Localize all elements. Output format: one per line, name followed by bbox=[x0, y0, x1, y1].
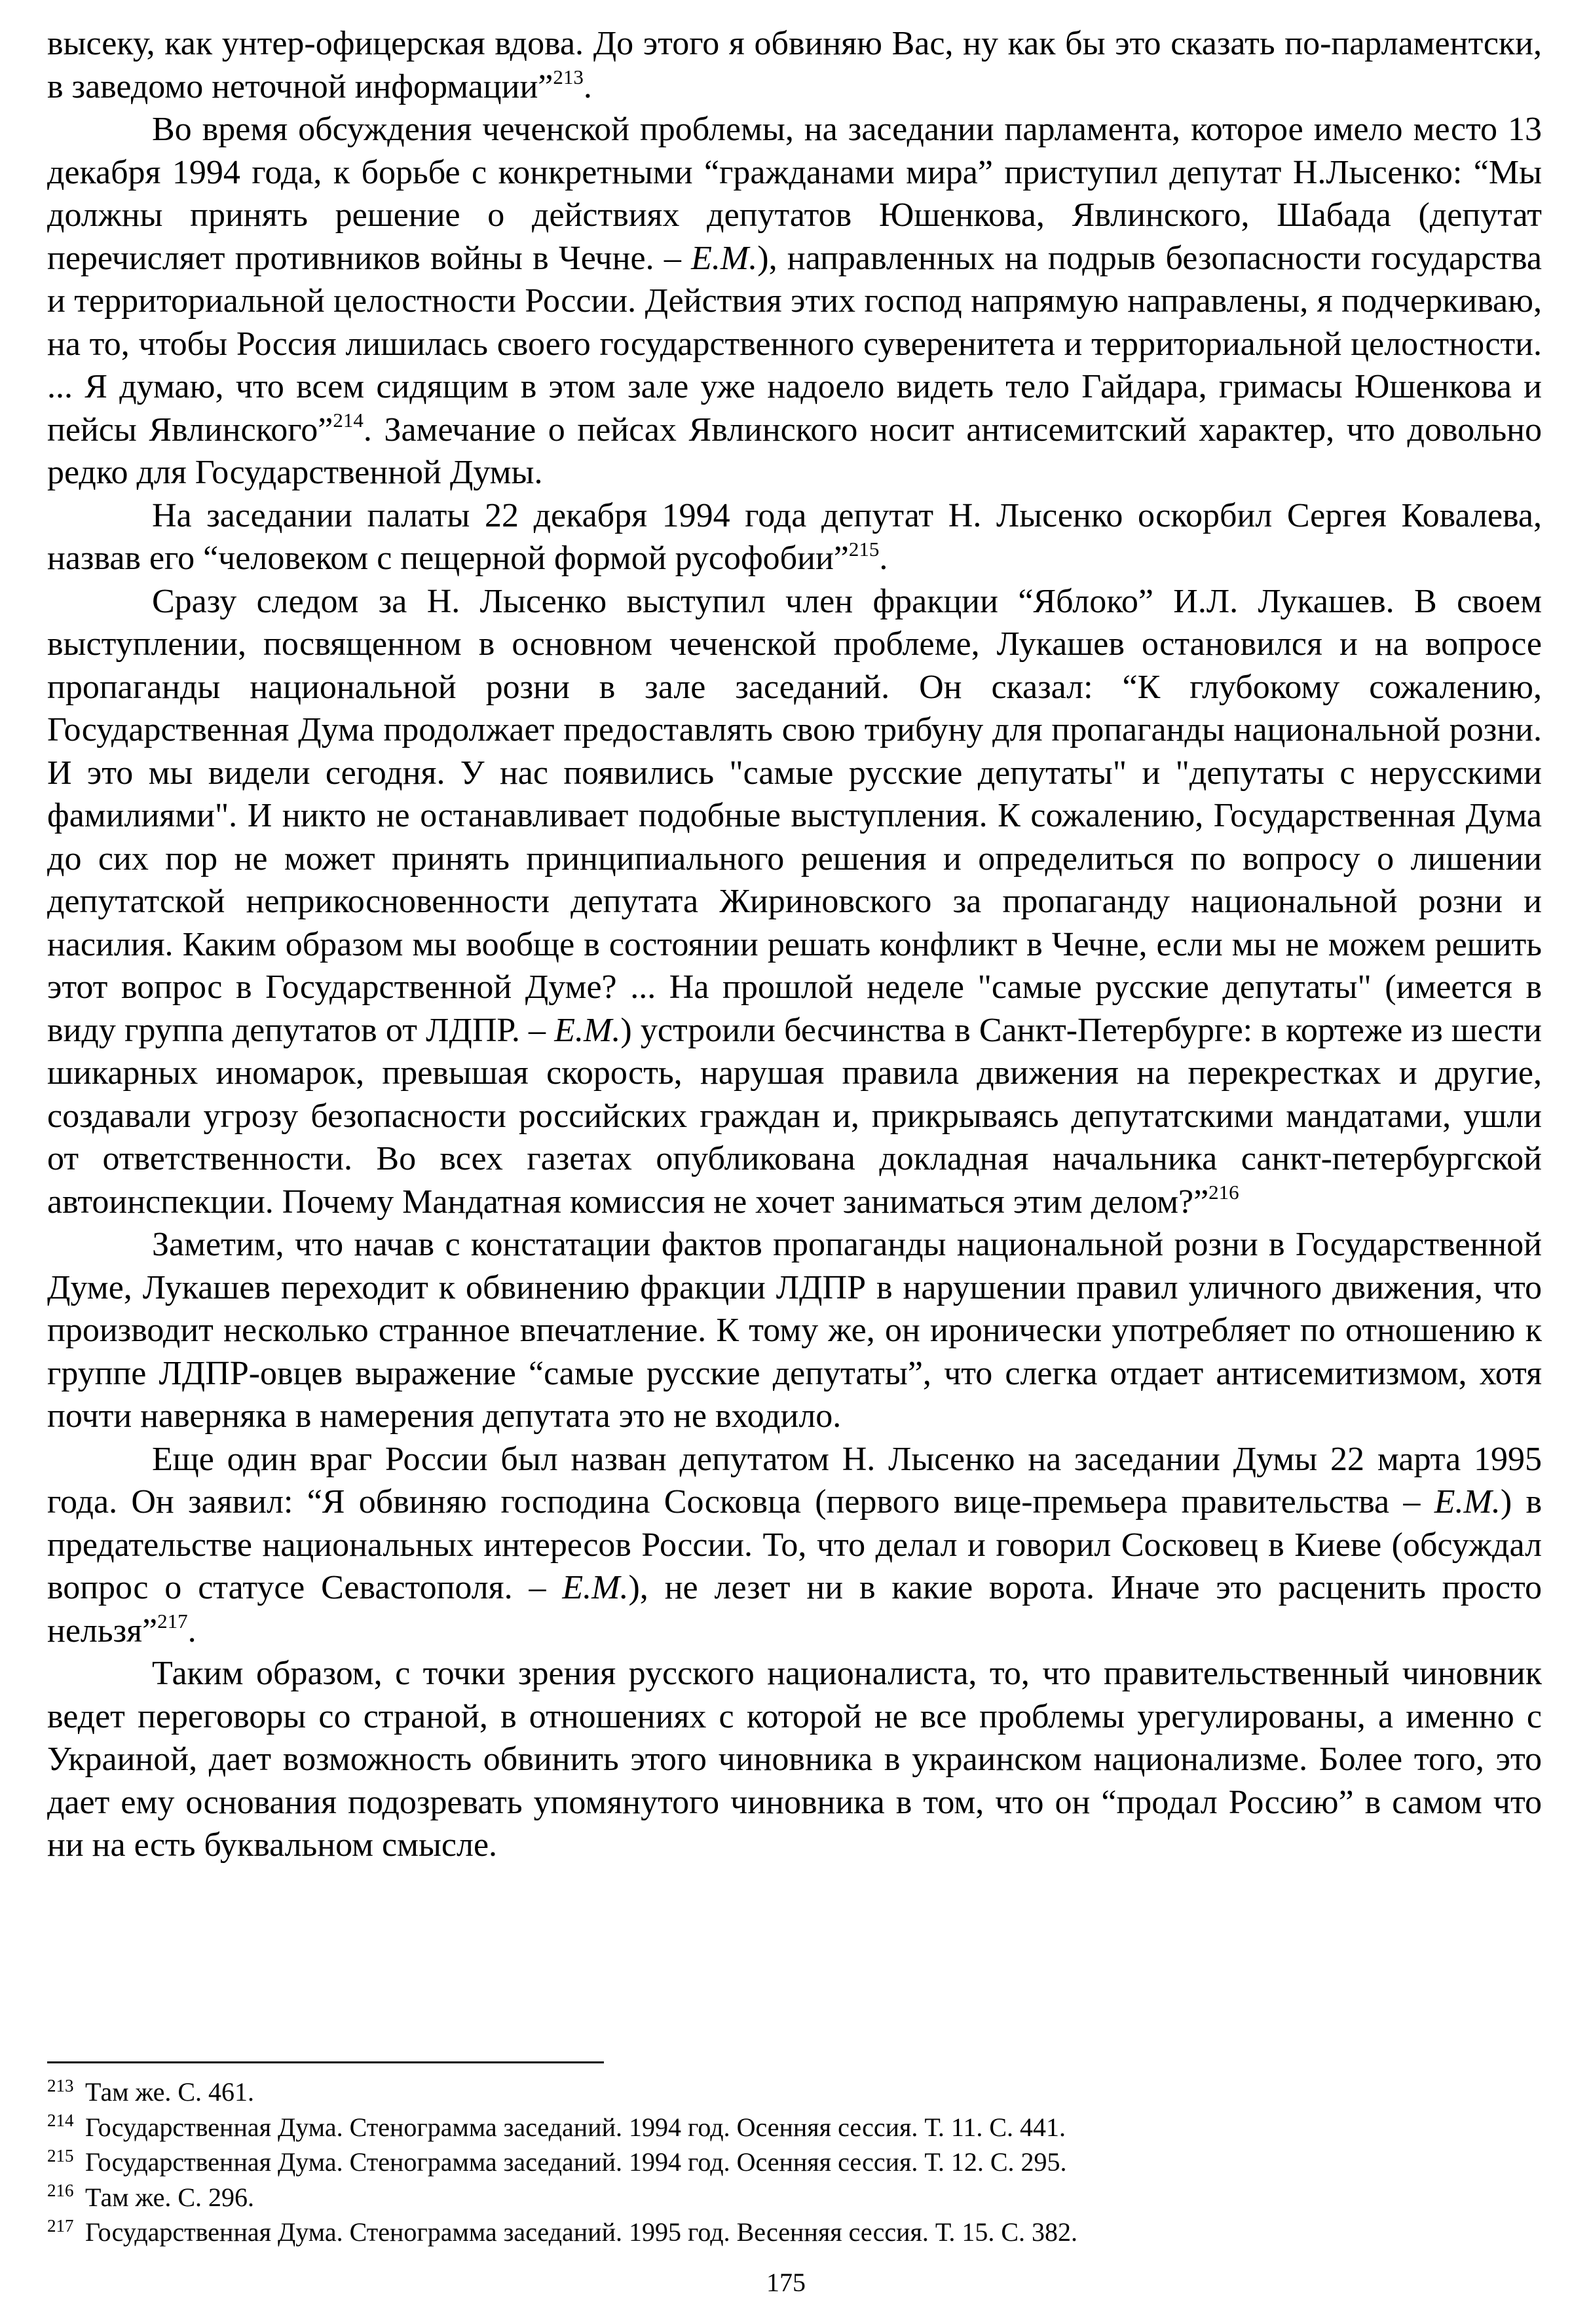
paragraph bbox=[47, 1652, 1542, 1867]
paragraph-text: ) устроили бесчинства в Санкт-Петербурге: в кортеже из шести шикарных иномарок, превышая скорость, нарушая правила движения на перекрестках и другие, создавали угрозу безопасности российских граждан и, прикрываясь депутатскими мандатами, ушли от ответственности. Во всех газетах опубликована докладная начальника санкт-петербургской автоинспекции. Почему Мандатная комиссия не хочет заниматься этим делом?” bbox=[47, 1011, 1542, 1221]
footnote-text: Государственная Дума. Стенограмма заседаний. 1995 год. Весенняя сессия. Т. 15. С. 382. bbox=[85, 2217, 1078, 2247]
footnote: 214 Государственная Дума. Стенограмма заседаний. 1994 год. Осенняя сессия. Т. 11. С. 441. bbox=[47, 2111, 1066, 2142]
paragraph-text: ), направленных на подрыв безопасности государства и территориальной целостности России. Действия этих господ напрямую направлены, я подчеркиваю, на то, чтобы Россия лишилась своего государственного суверенитета и территориальной целостности. ... Я думаю, что всем сидящим в этом зале уже надоело видеть тело Гайдара, гримасы Юшенкова и пейсы Явлинского” bbox=[47, 239, 1542, 449]
paragraph-text: Заметим, что начав с констатации фактов пропаганды национальной розни в Государственной Думе, Лукашев переходит к обвинению фракции ЛДПР в нарушении правил уличного движения, что производит несколько странное впечатление. К тому же, он иронически употребляет по отношению к группе ЛДПР-овцев выражение “самые русские депутаты”, что слегка отдает антисемитизмом, хотя почти наверняка в намерения депутата это не входило. bbox=[47, 1226, 1542, 1435]
paragraph-text: Сразу следом за Н. Лысенко выступил член фракции “Яблоко” И.Л. Лукашев. В своем выступлении, посвященном в основном чеченской проблеме, Лукашев остановился и на вопросе пропаганды национальной розни в зале заседаний. Он сказал: “К глубокому сожалению, Государственная Дума продолжает предоставлять свою трибуну для пропаганды национальной розни. И это мы видели сегодня. У нас появились "самые русские депутаты" и "депутаты с нерусскими фамилиями". И никто не останавливает подобные выступления. К сожалению, Государственная Дума до сих пор не может принять принципиального решения и определиться по вопросу о лишении депутатской неприкосновенности депутата Жириновского за пропаганду национальной розни и насилия. Каким образом мы вообще в состоянии решать конфликт в Чечне, если мы не можем решить этот вопрос в Государственной Думе? ... На прошлой неделе "самые русские депутаты" (имеется в виду группа депутатов от ЛДПР. – bbox=[47, 582, 1542, 1049]
footnote-text: Там же. С. 461. bbox=[85, 2077, 255, 2107]
paragraph-text: . bbox=[583, 67, 592, 105]
footnote-ref: 214 bbox=[333, 409, 364, 432]
footnote-text: Государственная Дума. Стенограмма заседаний. 1994 год. Осенняя сессия. Т. 12. С. 295. bbox=[85, 2147, 1067, 2177]
footnote-text: Там же. С. 296. bbox=[85, 2182, 255, 2212]
paragraph-text: ) в предательстве национальных интересов России. То, что делал и говорил Сосковец в Киеве (обсуждал вопрос о статусе Севастополя. – bbox=[47, 1483, 1542, 1606]
paragraph-text: . Замечание о пейсах Явлинского носит антисемитский характер, что довольно редко для Государственной Думы. bbox=[47, 411, 1542, 491]
footnote-ref: 215 bbox=[848, 537, 880, 561]
paragraph-text: На заседании палаты 22 декабря 1994 года депутат Н. Лысенко оскорбил Сергея Ковалева, назвав его “человеком с пещерной формой русофобии” bbox=[47, 496, 1542, 577]
paragraph bbox=[47, 494, 1542, 580]
footnote: 217 Государственная Дума. Стенограмма заседаний. 1995 год. Весенняя сессия. Т. 15. С. 382. bbox=[47, 2215, 1078, 2247]
paragraph-text: Еще один враг России был назван депутатом Н. Лысенко на заседании Думы 22 марта 1995 года. Он заявил: “Я обвиняю господина Сосковца (первого вице-премьера правительства – bbox=[47, 1440, 1542, 1521]
footnote-text: Государственная Дума. Стенограмма заседаний. 1994 год. Осенняя сессия. Т. 11. С. 441. bbox=[85, 2112, 1066, 2142]
paragraph bbox=[47, 108, 1542, 494]
author-initials: Е.М. bbox=[1434, 1483, 1501, 1521]
footnote: 215 Государственная Дума. Стенограмма заседаний. 1994 год. Осенняя сессия. Т. 12. С. 295. bbox=[47, 2145, 1067, 2177]
author-initials: Е.М. bbox=[562, 1569, 629, 1606]
paragraph-text: высеку, как унтер-офицерская вдова. До этого я обвиняю Вас, ну как бы это сказать по-парламентски, в заведомо неточной информации” bbox=[47, 25, 1542, 105]
footnote: 216 Там же. С. 296. bbox=[47, 2181, 255, 2212]
paragraph bbox=[47, 1438, 1542, 1653]
footnote-ref: 213 bbox=[553, 65, 584, 89]
footnotes bbox=[47, 2075, 1488, 2250]
footnote-ref: 216 bbox=[1208, 1181, 1239, 1204]
author-initials: Е.М. bbox=[691, 239, 758, 277]
author-initials: Е.М. bbox=[554, 1011, 621, 1049]
page-number: 175 bbox=[766, 2268, 806, 2297]
paragraph-text: ), не лезет ни в какие ворота. Иначе это расценить просто нельзя” bbox=[47, 1569, 1542, 1650]
footnote-ref: 217 bbox=[157, 1610, 188, 1633]
paragraph-text: . bbox=[879, 540, 888, 577]
paragraph-text: Во время обсуждения чеченской проблемы, на заседании парламента, которое имело место 13 декабря 1994 года, к борьбе с конкретными “гражданами мира” приступил депутат Н.Лысенко: “Мы должны принять решение о действиях депутатов Юшенкова, Явлинского, Шабада (депутат перечисляет противников войны в Чечне. – bbox=[47, 111, 1542, 277]
paragraph-text: Таким образом, с точки зрения русского националиста, то, что правительственный чиновник ведет переговоры со страной, в отношениях с которой не все проблемы урегулированы, а именно с Украиной, дает возможность обвинить этого чиновника в украинском национализме. Более того, это дает ему основания подозревать упомянутого чиновника в том, что он “продал Россию” в самом что ни на есть буквальном смысле. bbox=[47, 1655, 1542, 1864]
footnote: 213 Там же. С. 461. bbox=[47, 2075, 255, 2107]
paragraph bbox=[47, 22, 1542, 108]
paragraph bbox=[47, 1223, 1542, 1438]
paragraph-text: . bbox=[187, 1612, 196, 1650]
paragraph bbox=[47, 580, 1542, 1224]
footnote-separator bbox=[47, 2061, 604, 2063]
